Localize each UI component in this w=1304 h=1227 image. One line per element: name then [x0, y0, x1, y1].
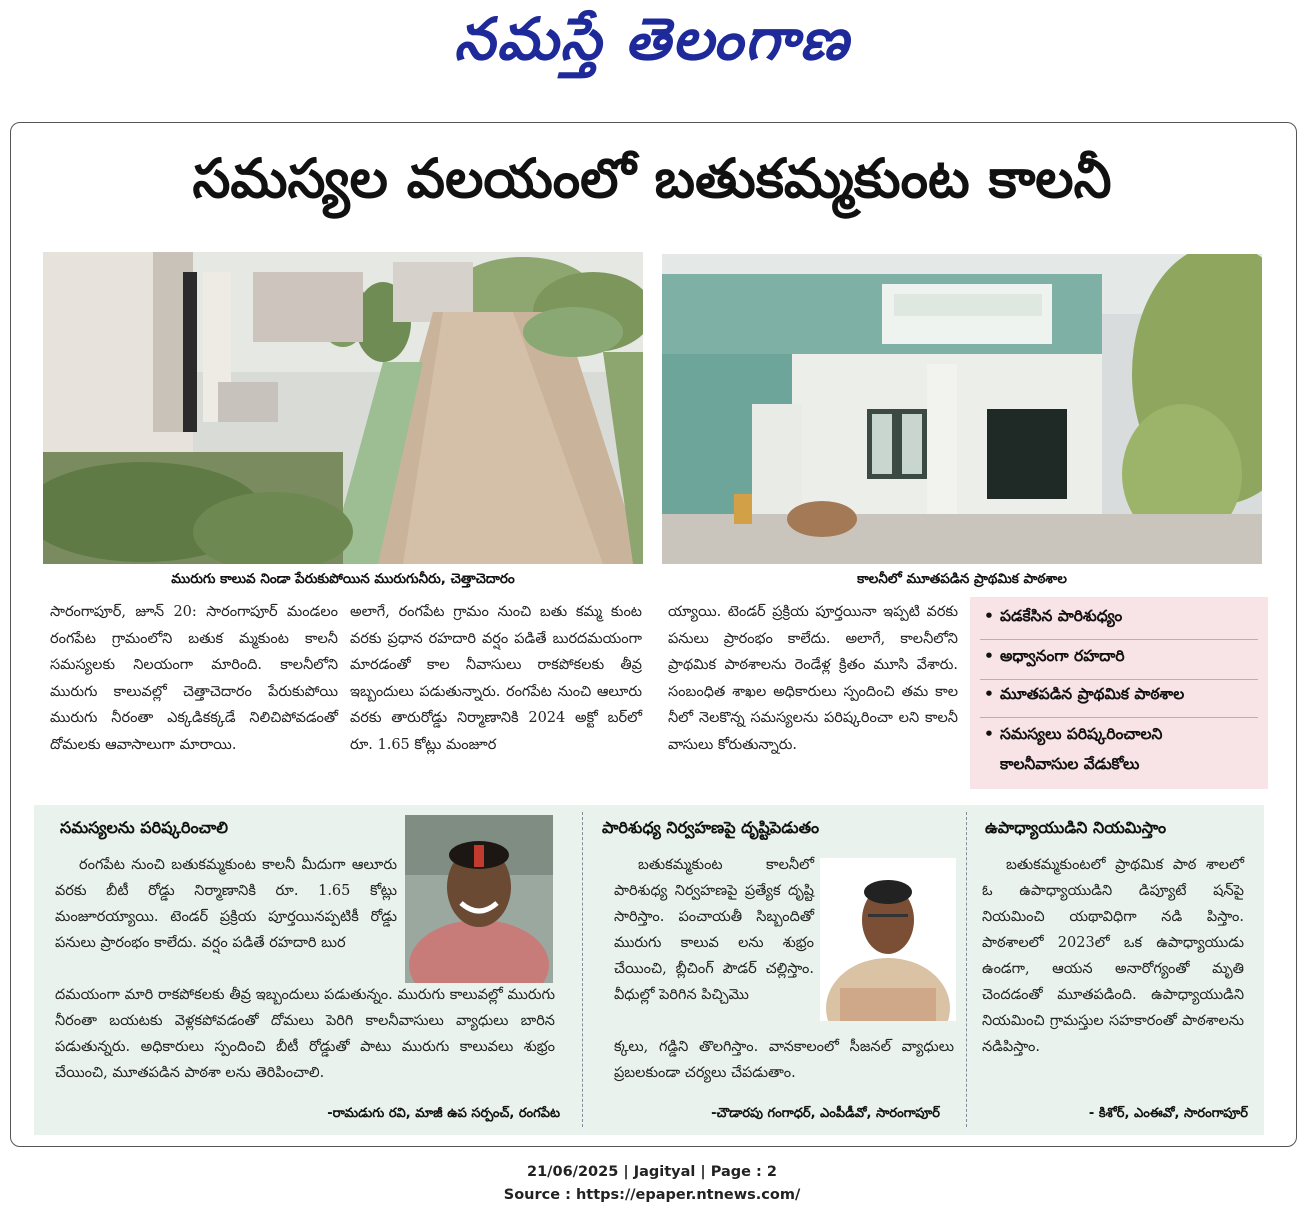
highlight-item: కాలనీవాసుల వేడుకోలు	[1000, 755, 1140, 773]
footer-source: Source : https://epaper.ntnews.com/	[503, 1187, 801, 1203]
quote-2-portrait	[820, 858, 956, 1021]
quote-1-portrait	[405, 815, 553, 983]
highlights-box	[970, 597, 1268, 789]
quote-2-body-top: బతుకమ్మకుంట కాలనీలో పారిశుధ్య నిర్వహణపై ప్రత్యేక దృష్టి సారిస్తాం. పంచాయతీ సిబ్బందితో మురుగు కాలువ లను శుభ్రం చేయించి, బ్లీచింగ్ పౌడర్ చల్లిస్తాం. వీధుల్లో పెరిగిన పిచ్చిమొ	[614, 857, 814, 1003]
article-column-3: య్యాయి. టెండర్ ప్రక్రియ పూర్తయినా ఇప్పటి వరకు పనులు ప్రారంభం కాలేదు. అలాగే, కాలనీలోని ప్రాథమిక పాఠశాలను రెండేళ్ల క్రితం మూసి వేశారు. సంబంధిత శాఖల అధికారులు స్పందించి తమ కాల నీలో నెలకొన్న సమస్యలను పరిష్కరించా లని కాలనీ వాసులు కోరుతున్నారు.	[668, 604, 958, 753]
quote-2-signature: -చౌడారపు గంగాధర్, ఎంపీడీవో, సారంగాపూర్	[711, 1106, 940, 1121]
masthead-logo	[0, 6, 1304, 86]
quote-2-title: పారిశుధ్య నిర్వహణపై దృష్టిపెడుతం	[602, 818, 820, 837]
highlight-item: • అధ్వానంగా రహదారి	[984, 647, 1125, 665]
footer-dateline: 21/06/2025 | Jagityal | Page : 2	[527, 1164, 777, 1180]
quote-3-body: బతుకమ్మకుంటలో ప్రాథమిక పాఠ శాలలో ఓ ఉపాధ్యాయుడిని డిప్యూటే షన్‌పై నియమించి యథావిధిగా నడి పిస్తాం. పాఠశాలలో 2023లో ఒక ఉపాధ్యాయుడు ఉండగా, ఆయన అనారోగ్యంతో మృతి చెందడంతో మూతపడింది. ఉపాధ్యాయుడిని నియమించి గ్రామస్తుల సహకారంతో పాఠశాలను నడిపిస్తాం.	[982, 857, 1244, 1055]
highlight-item: • సమస్యలు పరిష్కరించాలని	[984, 725, 1163, 743]
quote-3-title: ఉపాధ్యాయుడిని నియమిస్తాం	[985, 818, 1167, 837]
quote-3-signature: - కిశోర్, ఎంఈవో, సారంగాపూర్	[1088, 1106, 1248, 1121]
headline: సమస్యల వలయంలో బతుకమ్మకుంట కాలనీ	[192, 146, 1112, 210]
highlight-item: • మూతపడిన ప్రాథమిక పాఠశాల	[984, 685, 1185, 703]
masthead-name: నమస్తే తెలంగాణ	[454, 4, 850, 73]
quote-1-body-top: రంగపేట నుంచి బతుకమ్మకుంట కాలనీ మీదుగా ఆలూరు వరకు బీటీ రోడ్డు నిర్మాణానికి రూ. 1.65 కోట్లు మంజూరయ్యాయి. టెండర్ ప్రక్రియ పూర్తయినప్పటికీ రోడ్డు పనులు ప్రారంభం కాలేదు. వర్షం పడితే రహదారి బుర	[55, 857, 397, 951]
highlight-item: • పడకేసిన పారిశుధ్యం	[984, 607, 1123, 625]
quote-1-body-bottom: దమయంగా మారి రాకపోకలకు తీవ్ర ఇబ్బందులు పడుతున్నం. మురుగు కాలువల్లో మురుగు నీరంతా బయటకు వెళ్లకపోవడంతో దోమలు పెరిగి కాలనీవాసులు వ్యాధులు బారిన పడుతున్నరు. అధికారులు స్పందించి బీటీ రోడ్డుతో పాటు మురుగు కాలువలు శుభ్రం చేయించి, మూతపడిన పాఠశా లను తెరిపించాలి.	[55, 987, 555, 1081]
quote-1-title: సమస్యలను పరిష్కరించాలి	[60, 818, 228, 837]
photo-closed-school	[662, 254, 1262, 564]
photo-school-caption: కాలనీలో మూతపడిన ప్రాథమిక పాఠశాల	[857, 571, 1067, 587]
photo-drain-road	[43, 252, 643, 564]
article-column-2: అలాగే, రంగపేట గ్రామం నుంచి బతు కమ్మ కుంట వరకు ప్రధాన రహదారి వర్షం పడితే బురదమయంగా మారడంతో కాల నీవాసులు రాకపోకలకు తీవ్ర ఇబ్బందులు పడుతున్నారు. రంగపేట నుంచి ఆలూరు వరకు తారురోడ్డు నిర్మాణానికి 2024 అక్టో బర్‌లో రూ. 1.65 కోట్లు మంజూర	[350, 604, 642, 753]
quote-2-body-bottom: క్కలు, గడ్డిని తొలగిస్తాం. వానకాలంలో సీజనల్ వ్యాధులు ప్రబలకుండా చర్యలు చేపడుతాం.	[614, 1039, 954, 1081]
photo-drain-caption: మురుగు కాలువ నిండా పేరుకుపోయిన మురుగునీరు, చెత్తాచెదారం	[171, 571, 515, 587]
article-column-1: సారంగాపూర్, జూన్ 20: సారంగాపూర్ మండలం రంగపేట గ్రామంలోని బతుక మ్మకుంట కాలనీ సమస్యలకు నిలయంగా మారింది. కాలనీలోని మురుగు కాలువల్లో చెత్తాచెదారం పేరుకుపోయి మురుగు నీరంతా ఎక్కడికక్కడే నిలిచిపోవడంతో దోమలకు ఆవాసాలుగా మారాయి.	[50, 604, 338, 753]
quote-1-signature: -రామడుగు రవి, మాజీ ఉప సర్పంచ్, రంగపేట	[327, 1106, 560, 1121]
